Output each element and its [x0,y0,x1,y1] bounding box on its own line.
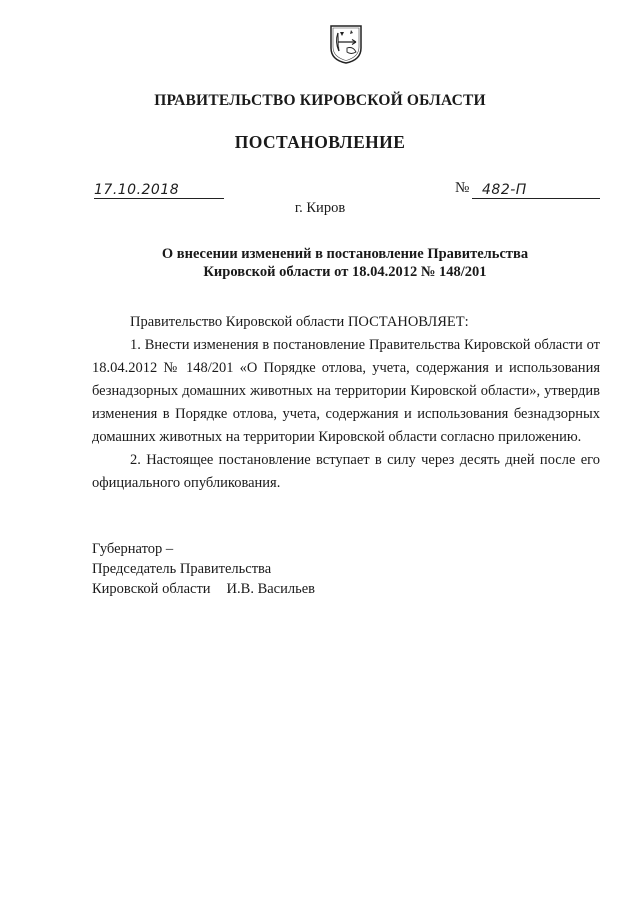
signatory-name: И.В. Васильев [226,581,315,597]
document-subject [150,245,540,281]
signature-title-2: Председатель Правительства [92,561,272,577]
city: г. Киров [294,200,346,216]
signature-title-3: Кировской области [92,581,211,597]
date-field [94,180,224,199]
number-label: № [455,180,470,196]
document-type: ПОСТАНОВЛЕНИЕ [234,132,406,152]
government-title: ПРАВИТЕЛЬСТВО КИРОВСКОЙ ОБЛАСТИ [154,92,486,109]
clause-2: 2. Настоящее постановление вступает в силу через десять дней после его официального опубликования. [92,452,600,491]
signature-title-1: Губернатор – [92,541,174,557]
document-number: 482-П [482,182,527,198]
preamble: Правительство Кировской области ПОСТАНОВЛЯЕТ: [130,314,469,330]
kirov-coat-of-arms-icon [329,24,363,64]
subject-line-2: Кировской области от 18.04.2012 № 148/201 [203,264,487,280]
document-date: 17.10.2018 [94,182,180,198]
subject-line-1: О внесении изменений в постановление Правительства [161,246,529,262]
signature-title-3-row [92,579,315,599]
signature-block [92,539,315,599]
number-field [472,180,600,199]
clause-1: 1. Внести изменения в постановление Правительства Кировской области от 18.04.2012 № 148/201 «О Порядке отлова, учета, содержания и использования безнадзорных домашних животных на территории Кировской области», утвердив изменения в Порядке отлова, учета, содержания и использования безнадзорных домашних животных на территории Кировской области согласно приложению. [92,337,600,445]
document-body [92,311,600,495]
